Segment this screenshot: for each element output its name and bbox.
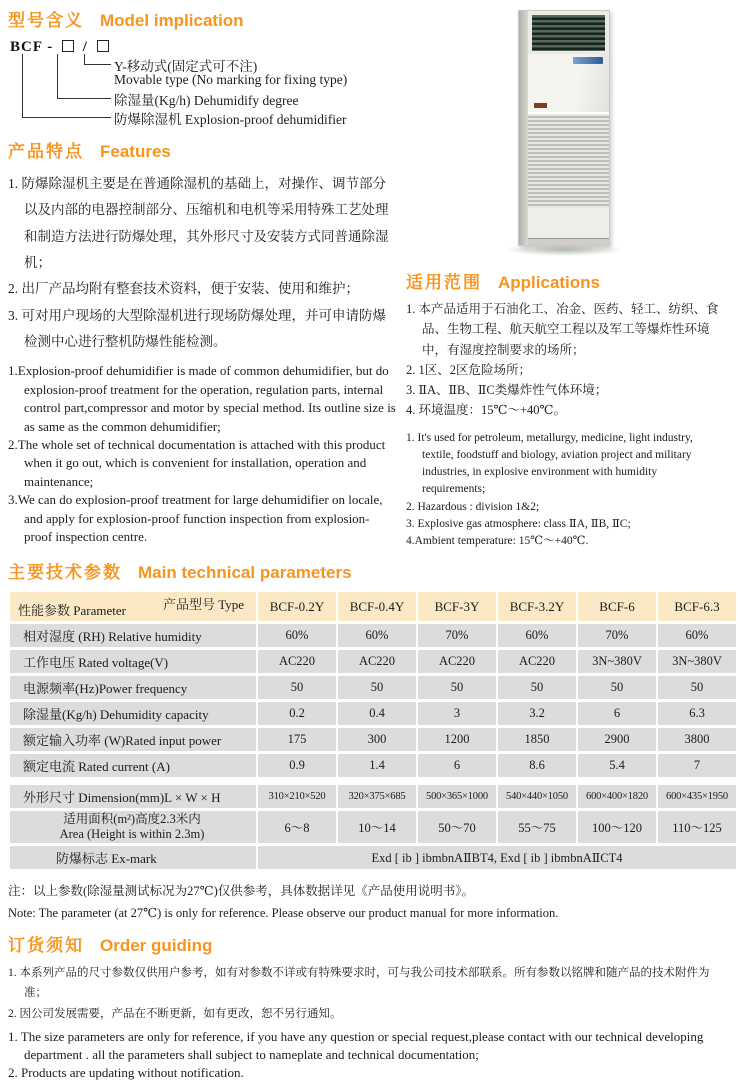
param-value: 2900: [578, 728, 656, 751]
param-value: 6～8: [258, 811, 336, 843]
dehumidifier-photo: [504, 6, 624, 262]
application-item: 3. Explosive gas atmosphere: class ⅡA, ⅡB, ⅡC;: [406, 517, 631, 530]
application-item: 4.Ambient temperature: 15℃～+40℃.: [406, 535, 589, 547]
application-item: 4. 环境温度：15℃～+40℃。: [406, 403, 567, 418]
model-header: BCF-6.3: [658, 592, 736, 621]
left-column: [8, 6, 400, 550]
param-value: 0.4: [338, 702, 416, 725]
param-label: 额定电流 Rated current (A): [10, 754, 256, 777]
unit-base: [528, 238, 609, 245]
param-value: 50: [418, 676, 496, 699]
heading-en: Order guiding: [100, 936, 213, 956]
model-code-prefix: BCF -: [10, 39, 54, 55]
leader-line-product: [22, 54, 111, 118]
lower-panel: [528, 208, 609, 239]
param-value: 100～120: [578, 811, 656, 843]
table-row: [10, 811, 736, 843]
param-value: 3N~380V: [658, 650, 736, 673]
param-value: 70%: [418, 624, 496, 647]
param-value: 3N~380V: [578, 650, 656, 673]
order-item: 2. Products are updating without notification.: [8, 1065, 244, 1080]
area-label-en: Area (Height is within 2.3m): [59, 827, 205, 842]
param-label: 外形尺寸 Dimension(mm)L × W × H: [10, 785, 256, 808]
param-value: 50～70: [418, 811, 496, 843]
param-value: 310×210×520: [258, 785, 336, 808]
param-value: 60%: [258, 624, 336, 647]
product-figure: [406, 6, 722, 262]
model-header: BCF-0.4Y: [338, 592, 416, 621]
param-label: 相对湿度 (RH) Relative humidity: [10, 624, 256, 647]
application-item: 1. It's used for petroleum, metallurgy, medicine, light industry, textile, foodstuff and biology, aviation project and military industries, in explosive environment with humidity requirements;: [406, 431, 693, 496]
param-value: 1850: [498, 728, 576, 751]
order-item: 1. The size parameters are only for reference, if you have any question or special request,please contact with our technical developing department . all the parameters shall subject to nameplate and technical documentation;: [8, 1028, 704, 1062]
param-value: 110～125: [658, 811, 736, 843]
param-value: 600×400×1820: [578, 785, 656, 808]
model-label-movable-en: Movable type (No marking for fixing type): [114, 72, 348, 87]
features-list-en: [8, 362, 396, 547]
param-value: 6: [578, 702, 656, 725]
heading-zh: 型号含义: [8, 11, 84, 30]
heading-zh: 订货须知: [8, 936, 84, 956]
order-guiding-heading: [8, 931, 722, 956]
features-heading: [8, 137, 400, 162]
param-value: 50: [658, 676, 736, 699]
model-label-degree: 除湿量(Kg/h) Dehumidify degree: [114, 93, 299, 108]
applications-heading: [406, 268, 722, 293]
param-value: 540×440×1050: [498, 785, 576, 808]
corner-parameter-label: 性能参数 Parameter: [18, 603, 126, 619]
heading-zh: 产品特点: [8, 142, 84, 161]
table-row: [10, 624, 736, 647]
table-row: [10, 754, 736, 777]
param-value: 600×435×1950: [658, 785, 736, 808]
feature-item: 1. 防爆除湿机主要是在普通除湿机的基础上，对操作、调节部分以及内部的电器控制部分、压缩机和电机等采用特殊工艺处理和制造方法进行防爆处理，其外形尺寸及安装方式同普通除湿机；: [8, 176, 389, 270]
model-code-box-2: [97, 40, 109, 52]
brand-label: [534, 103, 547, 108]
table-row: [10, 728, 736, 751]
application-item: 1. 本产品适用于石油化工、冶金、医药、轻工、纺织、食品、生物工程、航天航空工程以及军工等爆炸性环境中，有湿度控制要求的场所；: [406, 302, 719, 357]
param-label: 除湿量(Kg/h) Dehumidity capacity: [10, 702, 256, 725]
note-en: Note: The parameter (at 27℃) is only for reference. Please observe our product manual for more information.: [8, 906, 559, 921]
param-value: 50: [578, 676, 656, 699]
param-value: 3.2: [498, 702, 576, 725]
table-row: [10, 650, 736, 673]
features-list-zh: [8, 171, 394, 355]
note-zh: 注：以上参数(除湿量测试标况为27℃)仅供参考，具体数据详见《产品使用说明书》。: [8, 884, 475, 899]
table-spacer-row: [10, 780, 736, 782]
heading-zh: 适用范围: [406, 273, 482, 292]
heading-zh: 主要技术参数: [8, 563, 122, 583]
param-label: 额定输入功率 (W)Rated input power: [10, 728, 256, 751]
param-value: 50: [498, 676, 576, 699]
param-value: 7: [658, 754, 736, 777]
model-label-movable-zh: Y-移动式(固定式可不注): [114, 59, 258, 74]
parameters-table: [8, 589, 738, 872]
heading-en: Main technical parameters: [138, 563, 352, 583]
param-value: 1200: [418, 728, 496, 751]
order-item: 2. 因公司发展需要，产品在不断更新，如有更改，恕不另行通知。: [8, 1007, 342, 1020]
feature-item: 3. 可对用户现场的大型除湿机进行现场防爆处理，并可申请防爆检测中心进行整机防爆性能检测。: [8, 307, 386, 349]
param-value: 5.4: [578, 754, 656, 777]
table-header-row: [10, 592, 736, 621]
model-label-product: 防爆除湿机 Explosion-proof dehumidifier: [114, 112, 347, 127]
upper-panel: [528, 54, 609, 114]
table-corner-cell: [10, 592, 256, 621]
heading-en: Features: [100, 142, 171, 161]
param-value: 8.6: [498, 754, 576, 777]
model-code-box-1: [62, 40, 74, 52]
table-row: [10, 785, 736, 808]
order-item: 1. 本系列产品的尺寸参数仅供用户参考，如有对参数不详或有特殊要求时，可与我公司技术部联系。所有参数以铭牌和随产品的技术附件为准；: [8, 967, 710, 1000]
feature-item: 3.We can do explosion-proof treatment for large dehumidifier on locale, and apply for explosion-proof function inspection from explosion-proof inspection centre.: [8, 492, 383, 545]
application-item: 3. ⅡA、ⅡB、ⅡC类爆炸性气体环境；: [406, 383, 608, 397]
param-value: AC220: [338, 650, 416, 673]
param-value: AC220: [258, 650, 336, 673]
right-column: [400, 6, 722, 550]
table-row: [10, 702, 736, 725]
model-header: BCF-0.2Y: [258, 592, 336, 621]
table-row: [10, 846, 736, 869]
model-code-diagram: [8, 39, 400, 137]
param-value: 1.4: [338, 754, 416, 777]
param-value: 3800: [658, 728, 736, 751]
param-value: 55～75: [498, 811, 576, 843]
param-value: 0.2: [258, 702, 336, 725]
param-label: 电源频率(Hz)Power frequency: [10, 676, 256, 699]
cabinet-side-panel: [519, 11, 528, 245]
param-label: 防爆标志 Ex-mark: [10, 846, 256, 869]
param-value: 50: [338, 676, 416, 699]
model-header: BCF-3Y: [418, 592, 496, 621]
model-header: BCF-3.2Y: [498, 592, 576, 621]
param-value: 500×365×1000: [418, 785, 496, 808]
param-value: 70%: [578, 624, 656, 647]
param-value: 3: [418, 702, 496, 725]
param-value: 60%: [338, 624, 416, 647]
param-value: 0.9: [258, 754, 336, 777]
param-value: 300: [338, 728, 416, 751]
feature-item: 2. 出厂产品均附有整套技术资料，便于安装、使用和维护；: [8, 281, 359, 297]
parameters-heading: [8, 558, 722, 583]
top-region: [8, 6, 722, 550]
model-implication-heading: [8, 6, 400, 31]
model-code-slash: /: [82, 39, 88, 55]
heading-en: Applications: [498, 273, 601, 292]
param-value: 175: [258, 728, 336, 751]
param-value: 60%: [498, 624, 576, 647]
param-value: 50: [258, 676, 336, 699]
air-outlet-grille: [532, 15, 605, 51]
heading-en: Model implication: [100, 11, 244, 30]
feature-item: 2.The whole set of technical documentation is attached with this product when it go out, which is convenient for installation, operation and maintenance;: [8, 437, 386, 489]
application-item: 2. Hazardous : division 1&2;: [406, 500, 540, 513]
table-row: [10, 676, 736, 699]
param-value: 10～14: [338, 811, 416, 843]
air-inlet-louvers: [528, 114, 609, 208]
applications-list-en: [406, 430, 722, 551]
order-guiding-list-en: [8, 1028, 722, 1082]
applications-list-zh: [406, 299, 722, 421]
param-label: [10, 811, 256, 843]
param-value: 6.3: [658, 702, 736, 725]
exmark-value: Exd [ ib ] ibmbnAⅡBT4, Exd [ ib ] ibmbnAⅡCT4: [258, 846, 736, 869]
param-value: 6: [418, 754, 496, 777]
param-value: AC220: [498, 650, 576, 673]
param-value: AC220: [418, 650, 496, 673]
feature-item: 1.Explosion-proof dehumidifier is made of common dehumidifier, but do explosion-proof treatment for the operation, regulation parts, internal control part,compressor and motor by special method. Its outline size is as same as the common dehumidifier;: [8, 363, 396, 434]
corner-type-label: 产品型号 Type: [162, 597, 244, 613]
area-label-zh: 适用面积(m²)高度2.3米内: [63, 812, 201, 827]
model-header: BCF-6: [578, 592, 656, 621]
param-value: 320×375×685: [338, 785, 416, 808]
param-label: 工作电压 Rated voltage(V): [10, 650, 256, 673]
spacer-cell: [10, 780, 736, 782]
order-guiding-list-zh: [8, 963, 722, 1023]
param-value: 60%: [658, 624, 736, 647]
cabinet-front-panel: [528, 11, 609, 245]
application-item: 2. 1区、2区危险场所；: [406, 362, 532, 377]
dehumidifier-unit: [518, 10, 610, 246]
control-display: [573, 57, 603, 64]
